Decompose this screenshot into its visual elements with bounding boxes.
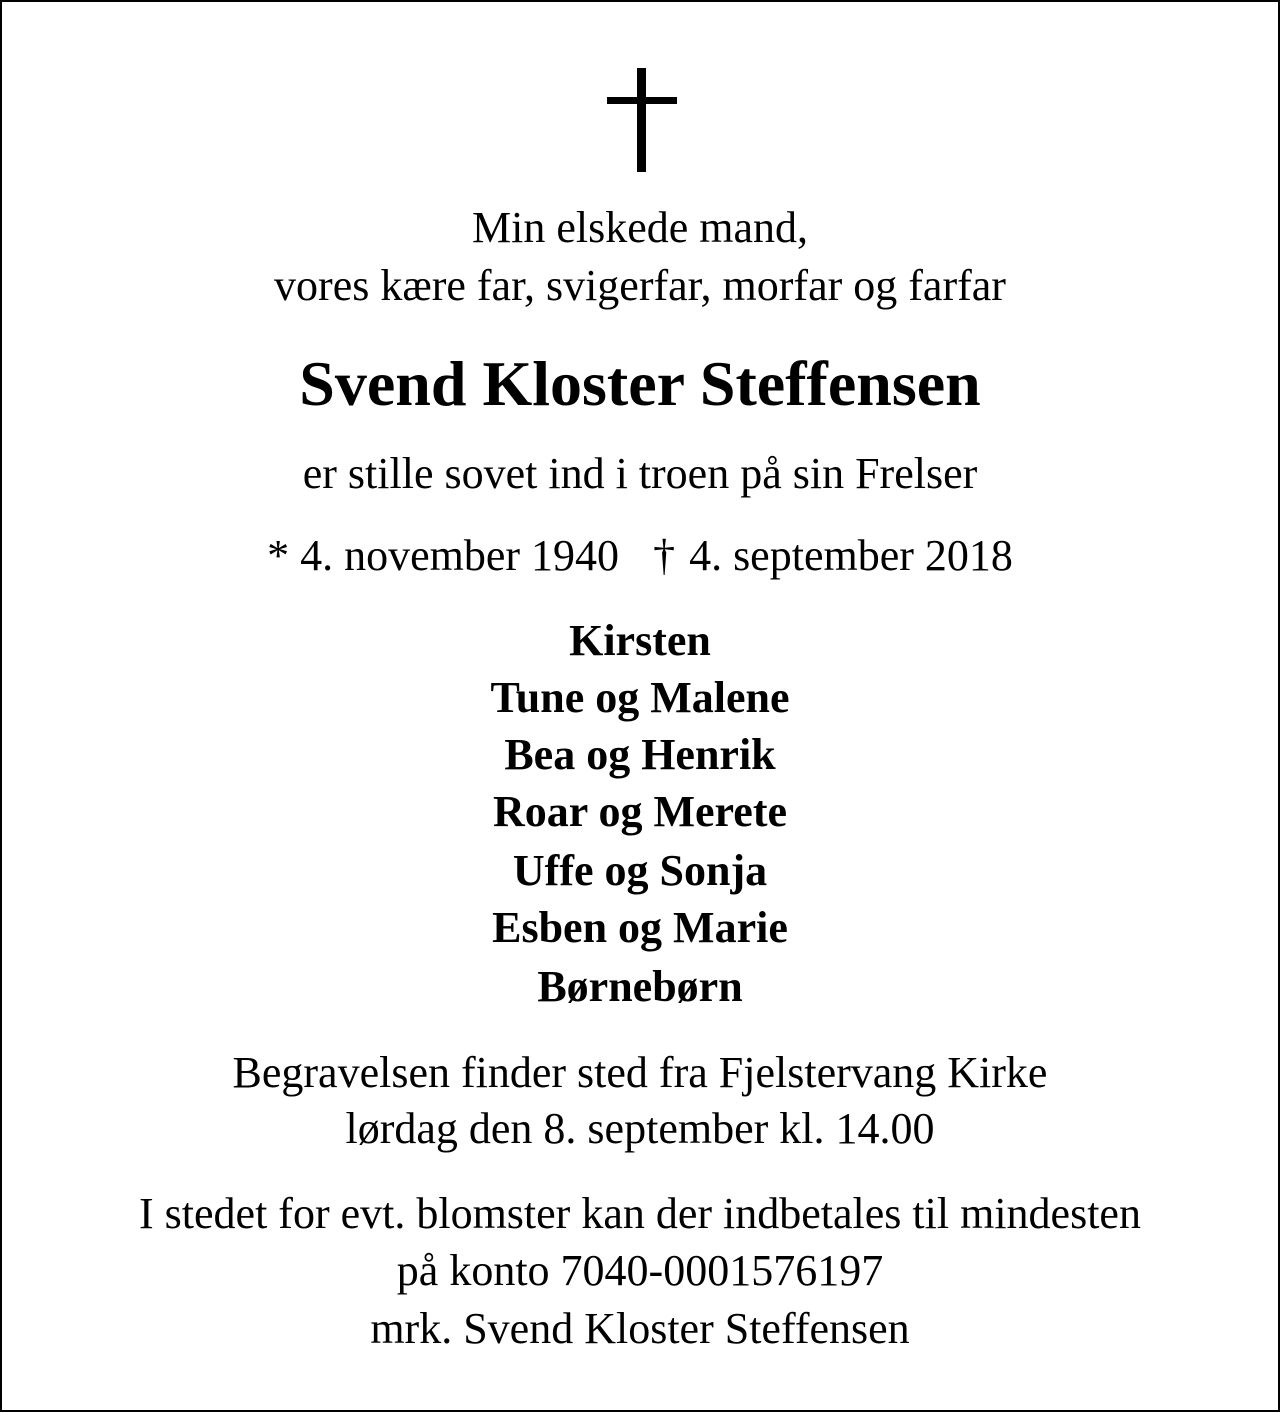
life-dates [2,528,1278,584]
family-member: Esben og Marie [492,903,788,952]
funeral-info-line-1: Begravelsen finder sted fra Fjelstervang Kirke [232,1048,1048,1097]
dagger-icon: † [653,531,676,580]
family-member: Uffe og Sonja [512,846,768,895]
donation-info-line-1: I stedet for evt. blomster kan der indbetales til mindesten [139,1189,1141,1238]
deceased-name: Svend Kloster Steffensen [299,348,981,419]
donation-info-line-2: på konto 7040-0001576197 [396,1246,884,1295]
funeral-info-line-2: lørdag den 8. september kl. 14.00 [345,1104,935,1153]
family-member: Tune og Malene [490,673,790,722]
intro-line-2: vores kære far, svigerfar, morfar og farfar [274,261,1006,310]
family-member: Børnebørn [537,962,743,1011]
intro-line-1: Min elskede mand, [471,203,809,252]
family-member: Bea og Henrik [504,730,776,779]
cross-icon [607,68,677,172]
family-member: Kirsten [569,616,711,665]
donation-info-line-3: mrk. Svend Kloster Steffensen [370,1304,910,1353]
birth-date: * 4. november 1940 [267,531,620,580]
death-date: 4. september 2018 [689,531,1013,580]
faith-statement: er stille sovet ind i troen på sin Frelser [302,449,978,498]
family-member: Roar og Merete [492,787,787,836]
